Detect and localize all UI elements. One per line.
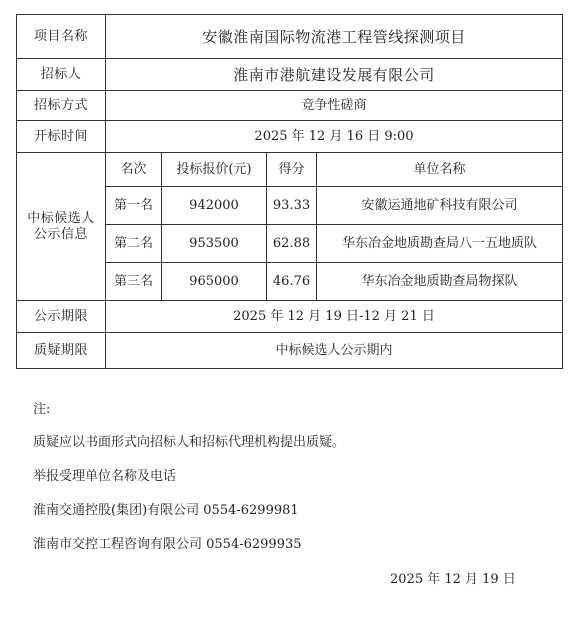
candidate-company: 华东冶金地质勘查局八一五地质队: [317, 225, 563, 263]
candidate-score: 93.33: [267, 187, 317, 225]
candidates-label-line-1: 中标候选人: [27, 210, 95, 226]
row-candidates-header: [17, 153, 563, 187]
publicity-label: 公示期限: [17, 301, 106, 333]
bidder-value: 淮南市港航建设发展有限公司: [106, 59, 563, 91]
candidate-price: 942000: [162, 187, 267, 225]
candidate-company: 安徽运通地矿科技有限公司: [317, 187, 563, 225]
notes-line-contact-1: 淮南交通控股(集团)有限公司 0554-6299981: [33, 503, 299, 518]
objection-label: 质疑期限: [17, 333, 106, 369]
publicity-value: 2025 年 12 月 19 日-12 月 21 日: [106, 301, 563, 333]
notes-line-objection: 质疑应以书面形式向招标人和招标代理机构提出质疑。: [33, 435, 346, 450]
candidates-label-line-2: 公示信息: [33, 226, 88, 242]
row-method: [17, 91, 563, 121]
bidder-label: 招标人: [17, 59, 106, 91]
candidate-rank: 第一名: [106, 187, 162, 225]
candidate-score: 62.88: [267, 225, 317, 263]
method-value: 竞争性磋商: [106, 91, 563, 121]
candidates-label: [17, 153, 106, 301]
row-publicity: [17, 301, 563, 333]
row-bidder: [17, 59, 563, 91]
project-name-label: 项目名称: [17, 15, 106, 59]
candidate-score: 46.76: [267, 263, 317, 301]
notes-line-report-heading: 举报受理单位名称及电话: [33, 469, 177, 484]
issue-date: 2025 年 12 月 19 日: [390, 572, 516, 587]
candidate-rank: 第三名: [106, 263, 162, 301]
notes-title: 注:: [33, 402, 51, 417]
candidate-company: 华东冶金地质勘查局物探队: [317, 263, 563, 301]
row-objection: [17, 333, 563, 369]
method-label: 招标方式: [17, 91, 106, 121]
row-open-time: [17, 121, 563, 153]
open-time-label: 开标时间: [17, 121, 106, 153]
objection-value: 中标候选人公示期内: [106, 333, 563, 369]
candidate-price: 965000: [162, 263, 267, 301]
project-name-value: 安徽淮南国际物流港工程管线探测项目: [106, 15, 563, 59]
bid-result-table: [16, 14, 563, 369]
header-company: 单位名称: [317, 153, 563, 187]
header-score: 得分: [267, 153, 317, 187]
open-time-value: 2025 年 12 月 16 日 9:00: [106, 121, 563, 153]
candidate-rank: 第二名: [106, 225, 162, 263]
candidate-price: 953500: [162, 225, 267, 263]
row-project-name: [17, 15, 563, 59]
header-rank: 名次: [106, 153, 162, 187]
header-price: 投标报价(元): [162, 153, 267, 187]
notes-line-contact-2: 淮南市交控工程咨询有限公司 0554-6299935: [33, 537, 302, 552]
